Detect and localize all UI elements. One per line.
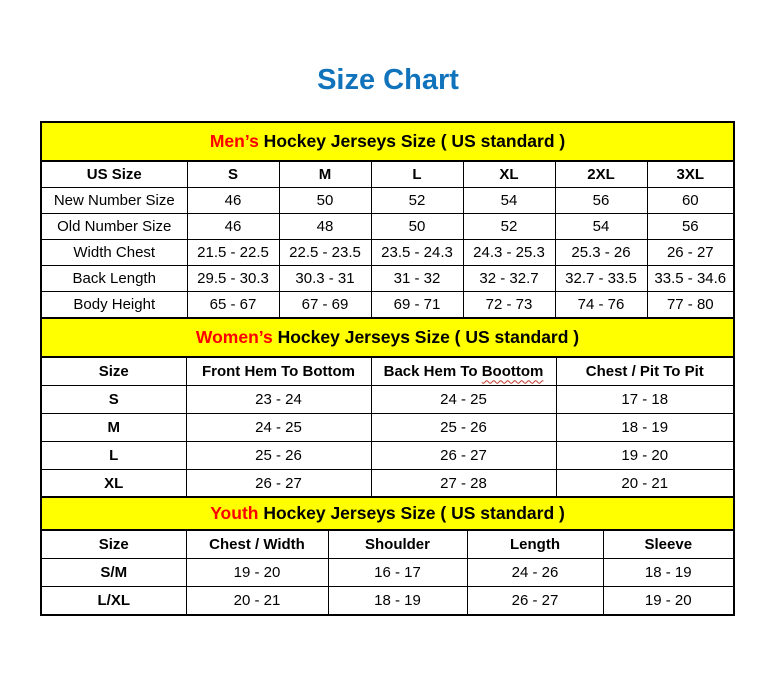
cell: 50: [279, 188, 371, 214]
cell: 25 - 26: [371, 413, 556, 441]
cell: 23 - 24: [186, 385, 371, 413]
youth-row-label: L/XL: [41, 587, 186, 616]
cell: 54: [463, 188, 555, 214]
cell: 18 - 19: [556, 413, 734, 441]
cell: 26 - 27: [467, 587, 603, 616]
youth-section-highlight: Youth: [210, 503, 259, 523]
mens-row-new-number-size: [41, 188, 734, 214]
cell: 20 - 21: [186, 587, 328, 616]
womens-col-chest-pit: Chest / Pit To Pit: [556, 357, 734, 386]
cell: 17 - 18: [556, 385, 734, 413]
cell: 26 - 27: [647, 240, 734, 266]
cell: 22.5 - 23.5: [279, 240, 371, 266]
cell: 27 - 28: [371, 469, 556, 498]
cell: 32.7 - 33.5: [555, 266, 647, 292]
youth-col-size: Size: [41, 530, 186, 559]
cell: 52: [371, 188, 463, 214]
cell: 56: [555, 188, 647, 214]
youth-col-shoulder: Shoulder: [328, 530, 467, 559]
youth-column-header-row: [41, 530, 734, 559]
mens-section-title-rest: Hockey Jerseys Size ( US standard ): [258, 131, 566, 151]
womens-section-highlight: Women’s: [195, 326, 273, 347]
mens-col-m: M: [279, 161, 371, 188]
youth-col-sleeve: Sleeve: [603, 530, 734, 559]
womens-col-back-hem: [371, 357, 556, 386]
mens-row-label: Old Number Size: [41, 214, 187, 240]
cell: 24 - 25: [186, 413, 371, 441]
youth-row-lxl: [41, 587, 734, 616]
womens-row-label: M: [41, 413, 186, 441]
cell: 25.3 - 26: [555, 240, 647, 266]
mens-row-old-number-size: [41, 214, 734, 240]
youth-col-chest-width: Chest / Width: [186, 530, 328, 559]
cell: 46: [187, 188, 279, 214]
youth-size-table: [40, 496, 735, 616]
cell: 18 - 19: [603, 559, 734, 587]
cell: 77 - 80: [647, 292, 734, 319]
womens-col-back-hem-misspelled-word: Boottom: [481, 362, 544, 380]
cell: 16 - 17: [328, 559, 467, 587]
youth-row-sm: [41, 559, 734, 587]
cell: 19 - 20: [556, 441, 734, 469]
cell: 69 - 71: [371, 292, 463, 319]
cell: 48: [279, 214, 371, 240]
cell: 31 - 32: [371, 266, 463, 292]
cell: 52: [463, 214, 555, 240]
mens-column-header-row: [41, 161, 734, 188]
youth-section-title-rest: Hockey Jerseys Size ( US standard ): [258, 503, 565, 523]
youth-band-row: [41, 497, 734, 530]
mens-col-2xl: 2XL: [555, 161, 647, 188]
womens-row-s: [41, 385, 734, 413]
cell: 20 - 21: [556, 469, 734, 498]
womens-row-l: [41, 441, 734, 469]
womens-row-label: XL: [41, 469, 186, 498]
cell: 72 - 73: [463, 292, 555, 319]
mens-col-xl: XL: [463, 161, 555, 188]
womens-band-row: [41, 318, 734, 357]
cell: 29.5 - 30.3: [187, 266, 279, 292]
cell: 60: [647, 188, 734, 214]
mens-col-l: L: [371, 161, 463, 188]
womens-row-label: L: [41, 441, 186, 469]
cell: 30.3 - 31: [279, 266, 371, 292]
cell: 24.3 - 25.3: [463, 240, 555, 266]
cell: 74 - 76: [555, 292, 647, 319]
mens-col-s: S: [187, 161, 279, 188]
mens-col-3xl: 3XL: [647, 161, 734, 188]
cell: 56: [647, 214, 734, 240]
cell: 33.5 - 34.6: [647, 266, 734, 292]
page-title: Size Chart: [317, 64, 459, 96]
cell: 65 - 67: [187, 292, 279, 319]
youth-col-length: Length: [467, 530, 603, 559]
womens-col-back-hem-prefix: Back Hem To: [383, 362, 482, 380]
mens-col-us-size: US Size: [41, 161, 187, 188]
womens-column-header-row: [41, 357, 734, 386]
cell: 25 - 26: [186, 441, 371, 469]
cell: 24 - 25: [371, 385, 556, 413]
womens-row-m: [41, 413, 734, 441]
womens-section-title-rest: Hockey Jerseys Size ( US standard ): [272, 326, 580, 347]
mens-row-label: Back Length: [41, 266, 187, 292]
mens-row-body-height: [41, 292, 734, 319]
cell: 54: [555, 214, 647, 240]
womens-col-front-hem: Front Hem To Bottom: [186, 357, 371, 386]
cell: 50: [371, 214, 463, 240]
womens-row-xl: [41, 469, 734, 498]
womens-section-header: [41, 318, 734, 357]
mens-row-label: Width Chest: [41, 240, 187, 266]
cell: 19 - 20: [603, 587, 734, 616]
womens-size-table: [40, 317, 735, 499]
youth-section-header: [41, 497, 734, 530]
cell: 26 - 27: [186, 469, 371, 498]
youth-row-label: S/M: [41, 559, 186, 587]
mens-band-row: [41, 122, 734, 161]
cell: 24 - 26: [467, 559, 603, 587]
mens-row-label: New Number Size: [41, 188, 187, 214]
womens-row-label: S: [41, 385, 186, 413]
cell: 46: [187, 214, 279, 240]
womens-col-size: Size: [41, 357, 186, 386]
mens-row-width-chest: [41, 240, 734, 266]
size-chart-tables: [40, 121, 733, 616]
mens-section-highlight: Men’s: [209, 131, 259, 151]
cell: 23.5 - 24.3: [371, 240, 463, 266]
mens-row-back-length: [41, 266, 734, 292]
cell: 32 - 32.7: [463, 266, 555, 292]
mens-section-header: [41, 122, 734, 161]
mens-row-label: Body Height: [41, 292, 187, 319]
cell: 19 - 20: [186, 559, 328, 587]
cell: 21.5 - 22.5: [187, 240, 279, 266]
cell: 26 - 27: [371, 441, 556, 469]
mens-size-table: [40, 121, 735, 319]
cell: 18 - 19: [328, 587, 467, 616]
cell: 67 - 69: [279, 292, 371, 319]
